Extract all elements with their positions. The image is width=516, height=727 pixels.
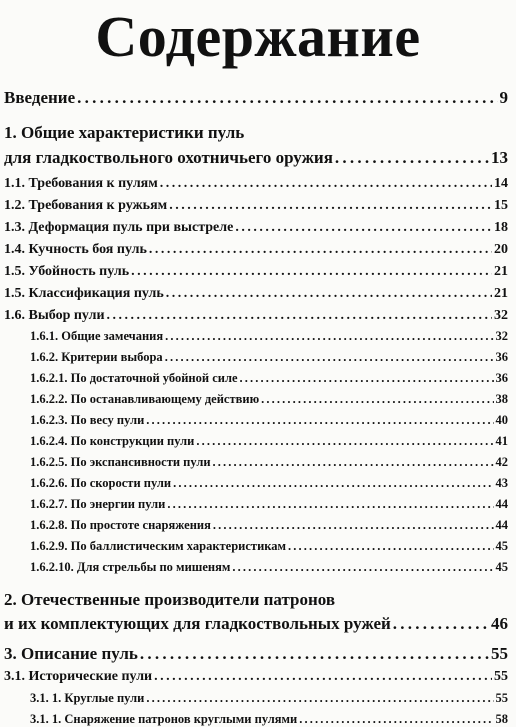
toc-page-number: 21 [494,264,508,279]
toc-page-number: 15 [494,198,508,213]
toc-entry-chapter-1-line1: 1. Общие характеристики пуль [4,123,245,142]
toc-entry-label: 1.6.2.8. По простоте снаряжения [30,518,211,532]
toc-entry-label: для гладкоствольного охотничьего оружия [4,148,333,167]
toc-leader [131,264,492,280]
toc-entry-1-4[interactable] [4,242,508,258]
toc-entry-chapter-2-line1: 2. Отечественные производители патронов [4,590,336,609]
toc-entry-label: 1.6.2.1. По достаточной убойной силе [30,371,238,385]
toc-entry-label: 1.6.2. Критерии выбора [30,350,163,364]
toc-page-number: 55 [495,691,508,705]
toc-page-number: 55 [494,669,508,684]
toc-entry-1-6-2-7[interactable] [30,497,508,512]
toc-leader [160,176,492,192]
toc-entry-1-2[interactable] [4,198,508,214]
toc-page-number: 45 [495,539,508,553]
toc-leader [393,614,489,634]
toc-entry-1-6-2-8[interactable] [30,518,508,533]
toc-leader [165,350,494,365]
toc-entry-1-6[interactable] [4,308,508,324]
toc-leader [146,691,493,706]
toc-entry-1-1[interactable] [4,176,508,192]
toc-leader [299,712,493,727]
toc-leader [213,518,494,533]
toc-leader [154,669,492,685]
toc-entry-label: 3.1. 1. Снаряжение патронов круглыми пулями [30,712,298,726]
toc-entry-label: 1.6. Выбор пули [4,308,105,323]
toc-entry-label: 3.1. Исторические пули [4,669,153,684]
toc-page-number: 40 [495,413,508,427]
toc-page-number: 41 [495,434,508,448]
toc-entry-chapter-1[interactable] [4,148,508,168]
toc-leader [261,392,493,407]
toc-entry-label: 1.6.2.3. По весу пули [30,413,145,427]
toc-entry-intro[interactable] [4,88,508,108]
toc-entry-1-6-2-3[interactable] [30,413,508,428]
toc-leader [149,242,492,258]
toc-entry-label: 1.5. Убойность пуль [4,264,130,279]
toc-entry-label: Введение [4,88,76,107]
toc-leader [335,148,489,168]
toc-page-number: 58 [495,712,508,726]
toc-leader [232,560,493,575]
toc-page-number: 43 [495,476,508,490]
toc-leader [165,329,493,344]
toc-entry-3-1-1b[interactable] [30,712,508,727]
toc-leader [146,413,493,428]
toc-leader [288,539,493,554]
toc-page-number: 38 [495,392,508,406]
toc-entry-label: 1.6.2.9. По баллистическим характеристикам [30,539,287,553]
toc-entry-label: 1.6.2.2. По останавливающему действию [30,392,260,406]
toc-entry-1-6-2-6[interactable] [30,476,508,491]
toc-leader [240,371,494,386]
toc-page-number: 55 [491,644,508,663]
toc-entry-1-5[interactable] [4,264,508,280]
toc-entry-label: 1.6.2.5. По экспансивности пули [30,455,211,469]
toc-page-number: 32 [495,329,508,343]
toc-entry-label: и их комплектующих для гладкоствольных ружей [4,614,391,633]
toc-page-number: 18 [494,220,508,235]
toc-page-number: 13 [491,148,508,167]
toc-entry-1-5b[interactable] [4,286,508,302]
toc-entry-1-3[interactable] [4,220,508,236]
toc-entry-label: 1.6.2.4. По конструкции пули [30,434,195,448]
toc-entry-1-6-2-10[interactable] [30,560,508,575]
toc-leader [77,88,497,108]
toc-entry-label: 1.3. Деформация пуль при выстреле [4,220,234,235]
toc-page-number: 42 [495,455,508,469]
toc-page-number: 9 [499,88,508,107]
toc-entry-1-6-2-4[interactable] [30,434,508,449]
toc-page-number: 14 [494,176,508,191]
toc-leader [173,476,493,491]
toc-leader [166,286,492,302]
toc-entry-label: 1.6.2.6. По скорости пули [30,476,172,490]
toc-leader [169,198,492,214]
toc-leader [235,220,492,236]
toc-entry-label: 1.4. Кучность боя пуль [4,242,147,257]
page-title: Содержание [95,4,421,69]
toc-leader [196,434,493,449]
toc-page-number: 46 [491,614,508,633]
toc-entry-1-6-2-9[interactable] [30,539,508,554]
toc-entry-chapter-3[interactable] [4,644,508,664]
toc-page-number: 36 [495,371,508,385]
toc-entry-1-6-2-1[interactable] [30,371,508,386]
toc-leader [167,497,493,512]
toc-page-number: 44 [495,518,508,532]
toc-entry-3-1-1[interactable] [30,691,508,706]
toc-entry-1-6-2[interactable] [30,350,508,365]
toc-entry-label: 1.6.2.10. Для стрельбы по мишеням [30,560,231,574]
toc-page-number: 44 [495,497,508,511]
toc-entry-1-6-1[interactable] [30,329,508,344]
toc-entry-label: 1.6.1. Общие замечания [30,329,164,343]
toc-entry-label: 1.1. Требования к пулям [4,176,158,191]
toc-page-number: 36 [495,350,508,364]
toc-page-number: 45 [495,560,508,574]
toc-entry-label: 1.2. Требования к ружьям [4,198,168,213]
toc-leader [140,644,489,664]
toc-entry-1-6-2-2[interactable] [30,392,508,407]
toc-page-number: 21 [494,286,508,301]
toc-entry-label: 1.5. Классификация пуль [4,286,164,301]
toc-leader [107,308,492,324]
toc-entry-label: 3. Описание пуль [4,644,138,663]
toc-leader [213,455,494,470]
toc-entry-label: 3.1. 1. Круглые пули [30,691,145,705]
toc-entry-1-6-2-5[interactable] [30,455,508,470]
toc-entry-label: 1.6.2.7. По энергии пули [30,497,166,511]
toc-entry-3-1[interactable] [4,669,508,685]
toc-page-number: 32 [494,308,508,323]
toc-page-number: 20 [494,242,508,257]
toc-entry-chapter-2[interactable] [4,614,508,634]
